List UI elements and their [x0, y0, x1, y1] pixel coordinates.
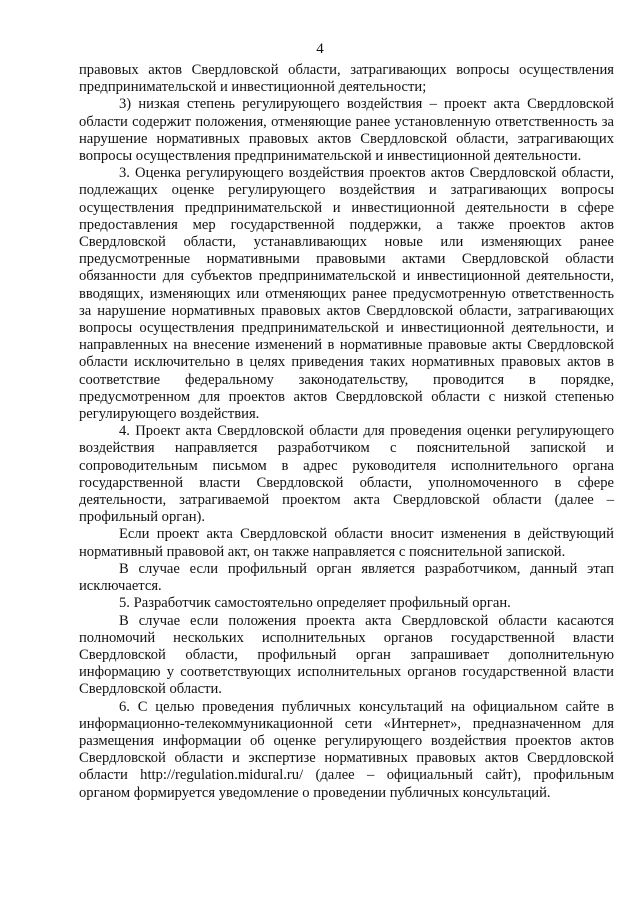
paragraph-amendment-note: Если проект акта Свердловской области вносит изменения в действующий нормативный правовой акт, он также направляется с пояснительной запиской. [79, 526, 614, 560]
paragraph-section-6: 6. С целью проведения публичных консультаций на официальном сайте в информационно-телекоммуникационной сети «Интернет», предназначенном для размещения информации об оценке регулирующего воздействия проектов актов Свердловской области и экспертизе нормативных правовых актов Свердловской области http://regulation.midural.ru/ (далее – официальный сайт), профильным органом формируется уведомление о проведении публичных консультаций. [79, 698, 614, 801]
page-number: 4 [316, 41, 324, 57]
paragraph-section-4: 4. Проект акта Свердловской области для проведения оценки регулирующего воздействия направляется разработчиком с пояснительной запиской и сопроводительным письмом в адрес руководителя исполнительного органа государственной власти Свердловской области, уполномоченного в сфере деятельности, затрагиваемой проектом акта Свердловской области (далее – профильный орган). [79, 423, 614, 526]
paragraph-low-impact-definition: 3) низкая степень регулирующего воздействия – проект акта Свердловской области содержит положения, отменяющие ранее установленную ответственность за нарушение нормативных правовых актов Свердловской области, затрагивающих вопросы осуществления предпринимательской и инвестиционной деятельности. [79, 96, 614, 165]
paragraph-developer-exception: В случае если профильный орган является разработчиком, данный этап исключается. [79, 560, 614, 595]
document-body [79, 62, 614, 802]
paragraph-multiple-organs: В случае если положения проекта акта Свердловской области касаются полномочий нескольких исполнительных органов государственной власти Свердловской области, профильный орган запрашивает дополнительную информацию у соответствующих исполнительных органов государственной власти Свердловской области. [79, 612, 614, 698]
paragraph-continuation: правовых актов Свердловской области, затрагивающих вопросы осуществления предпринимательской и инвестиционной деятельности; [79, 62, 614, 96]
paragraph-section-5: 5. Разработчик самостоятельно определяет профильный орган. [119, 595, 511, 612]
paragraph-section-3: 3. Оценка регулирующего воздействия проектов актов Свердловской области, подлежащих оценке регулирующего воздействия и затрагивающих вопросы осуществления предпринимательской и инвестиционной деятельности в сфере предоставления мер государственной поддержки, а также проектов актов Свердловской области, устанавливающих новые или изменяющих ранее предусмотренные нормативными правовыми актами Свердловской области обязанности для субъектов предпринимательской и инвестиционной деятельности, вводящих, изменяющих или отменяющих ранее предусмотренную ответственность за нарушение нормативных правовых актов Свердловской области, затрагивающих вопросы осуществления предпринимательской и инвестиционной деятельности, и направленных на внесение изменений в нормативные правовые акты Свердловской области исключительно в целях приведения таких нормативных правовых актов в соответствие федеральному законодательству, проводится в порядке, предусмотренном для проектов актов Свердловской области с низкой степенью регулирующего воздействия. [79, 165, 614, 423]
